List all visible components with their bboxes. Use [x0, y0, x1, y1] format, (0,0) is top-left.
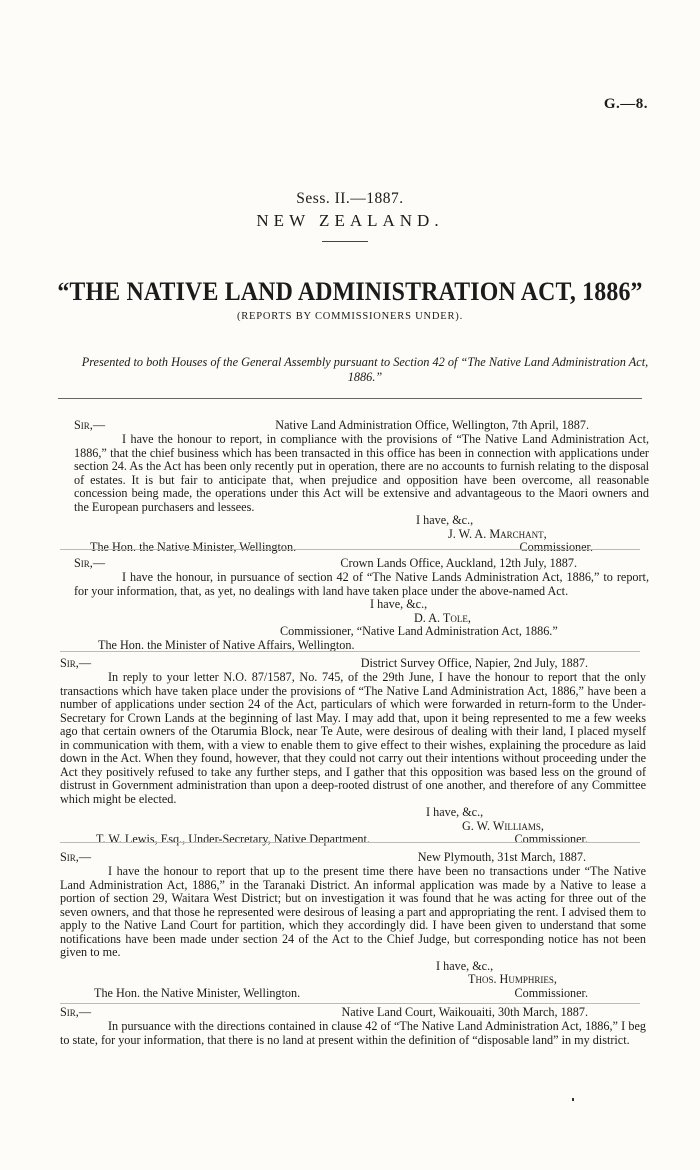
- signatory-title: Commissioner.: [519, 540, 593, 554]
- letter-waikouaiti: [60, 1006, 646, 1047]
- letter-body: In reply to your letter N.O. 87/1587, No. 745, of the 29th June, I have the honour to report that the only transactions which have taken place under the provisions of “The Native Land Administration Act, 1886,” have been a number of applications under section 24 of the Act, particulars of which were forwarded in return-form to the Under-Secretary for Crown Lands at the beginning of last May. I may add that, upon it being represented to me a few weeks ago that certain owners of the Otarumia Block, near Te Aute, were desirous of dealing with their land, I placed myself in communication with them, with a view to enable them to give effect to their wishes, explaining the procedure as laid down in the Act. When they found, however, that they could not carry out their intentions without proceeding under the Act they positively refused to take any further steps, and I gather that this opposition was based less on the ground of distrust in Government administration than upon a deep-rooted distrust of one another, and therefore of any Committee which might be elected.: [60, 670, 646, 806]
- act-title: “THE NATIVE LAND ADMINISTRATION ACT, 1886”: [57, 276, 643, 306]
- letter-place-date: Native Land Administration Office, Wellington, 7th April, 1887.: [275, 418, 589, 432]
- letter-tole: [74, 557, 649, 652]
- letter-body: I have the honour to report, in compliance with the provisions of “The Native Land Administration Act, 1886,” that the chief business which has been transacted in this office has been in connection with applications under section 24. As the Act has been only recently put in operation, there are no accounts to furnish relating to the disposal of estates. It is but fair to anticipate that, when prejudice and opposition have been overcome, all reasonable concession being made, the operations under this Act will be extensive and advantageous to the Maori owners and the European purchasers and lessees.: [74, 432, 649, 514]
- salutation: Sir,—: [60, 1005, 92, 1019]
- closing: I have, &c.,: [416, 513, 474, 527]
- divider: [58, 398, 642, 399]
- presentation-note: Presented to both Houses of the General Assembly pursuant to Section 42 of “The Native Land Administration Act, 1886.”: [81, 355, 649, 384]
- country-heading: NEW ZEALAND.: [256, 211, 444, 230]
- signatory-title: Commissioner.: [514, 985, 588, 1000]
- signatory: D. A. Tole,: [414, 610, 471, 625]
- divider: [60, 651, 640, 652]
- closing: I have, &c.,: [436, 958, 494, 973]
- salutation: Sir,—: [74, 556, 106, 570]
- print-speck: [572, 1098, 574, 1101]
- signatory: Thos. Humphries,: [468, 972, 557, 986]
- divider: [322, 241, 368, 242]
- addressee: The Hon. the Native Minister, Wellington.: [90, 540, 297, 554]
- closing: I have, &c.,: [370, 597, 428, 611]
- letter-williams: [60, 657, 646, 847]
- salutation: Sir,—: [74, 418, 106, 432]
- salutation: Sir,—: [60, 656, 92, 670]
- letter-place-date: Crown Lands Office, Auckland, 12th July, 1887.: [340, 556, 577, 570]
- session-heading: Sess. II.—1887.: [296, 190, 404, 207]
- addressee: The Hon. the Native Minister, Wellington.: [94, 985, 301, 1000]
- letter-humphries: [60, 851, 646, 1000]
- salutation: Sir,—: [60, 850, 92, 864]
- letter-place-date: New Plymouth, 31st March, 1887.: [417, 850, 586, 864]
- divider: [60, 842, 640, 843]
- signatory-title: Commissioner, “Native Land Administration Act, 1886.”: [280, 624, 558, 638]
- addressee: The Hon. the Minister of Native Affairs, Wellington.: [98, 637, 355, 652]
- divider: [60, 549, 640, 550]
- signatory: G. W. Williams,: [462, 818, 544, 833]
- letter-place-date: Native Land Court, Waikouaiti, 30th March, 1887.: [341, 1005, 588, 1019]
- letter-body: I have the honour, in pursuance of section 42 of “The Native Lands Administration Act, 1886,” to report, for your information, that, as yet, no dealings with land have taken place under the above-named Act.: [74, 570, 649, 598]
- divider: [60, 1003, 640, 1004]
- letter-marchant: [74, 419, 649, 555]
- closing: I have, &c.,: [426, 805, 484, 819]
- letter-place-date: District Survey Office, Napier, 2nd July, 1887.: [360, 656, 588, 670]
- signatory: J. W. A. Marchant,: [448, 526, 547, 541]
- page-identifier: G.—8.: [603, 96, 648, 112]
- letter-body: I have the honour to report that up to the present time there have been no transactions under “The Native Land Administration Act, 1886,” in the Taranaki District. An informal application was made by a Native to lease a portion of section 29, Waitara West District; but on investigation it was found that he was acting for three out of the seven owners, and that those he represented were desirous of leasing a part and appropriating the rent. I advised them to apply to the Native Land Court for partition, which they accordingly did. I have been given to understand that some notifications have been made under section 24 of the Act to the Chief Judge, but corresponding notice has not been given to me.: [60, 864, 646, 959]
- letter-body: In pursuance with the directions contained in clause 42 of “The Native Land Administration Act, 1886,” I beg to state, for your information, that there is no land at present within the definition of “disposable land” in my district.: [60, 1019, 646, 1047]
- act-subtitle: (REPORTS BY COMMISSIONERS UNDER).: [236, 311, 464, 322]
- signatory-title: Commissioner.: [514, 832, 588, 846]
- addressee: T. W. Lewis, Esq., Under-Secretary, Native Department.: [96, 832, 370, 846]
